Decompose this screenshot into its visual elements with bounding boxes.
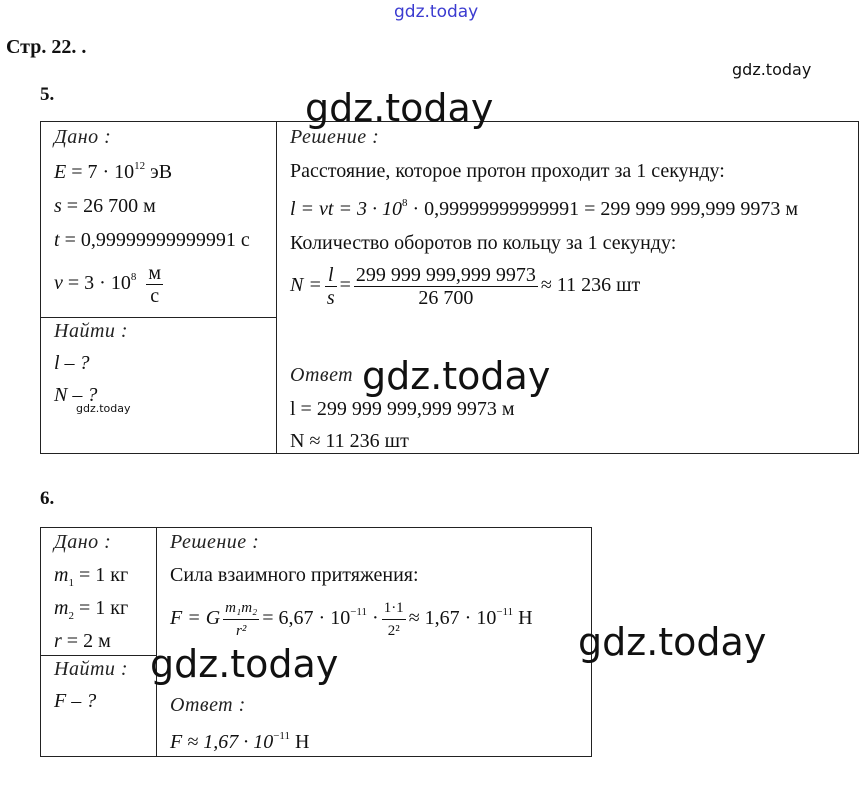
p6-answer-label: Ответ :	[170, 694, 246, 716]
p5-solution-text1: Расстояние, которое протон проходит за 1 секунду:	[290, 160, 725, 182]
watermark-p5-top: gdz.today	[305, 86, 494, 130]
p6-solution-label: Решение :	[170, 531, 260, 553]
p6-given-r: r = 2 м	[54, 630, 111, 652]
p5-find-l: l – ?	[54, 352, 90, 374]
watermark-top: gdz.today	[394, 2, 479, 22]
p5-given-label: Дано :	[54, 126, 112, 148]
p5-find-N: N – ?	[54, 384, 98, 406]
watermark-p6-left: gdz.today	[150, 642, 339, 686]
p5-solution-eq2: N = $\frac{l}{s}$ = $\frac{299 999 999,999 9973}{26 700}$ ≈ 11 236 шт	[290, 264, 641, 309]
problem-5-number: 5.	[40, 84, 55, 105]
watermark-corner: gdz.today	[732, 60, 812, 79]
p6-solution-eq: F = G $\frac{\text{m₁m₂}}{\text{r²}}$ = $6,67 \cdot 10^{-11}$ · $\frac{1\cdot 1}{\text{2²}}$ ≈ $1,67 \cdot 10^{-11}$ Н	[170, 597, 533, 642]
p6-given-m2: $m_2 = 1$ кг	[54, 597, 129, 622]
p6-find-F: F – ?	[54, 690, 97, 712]
p6-given-label: Дано :	[54, 531, 112, 553]
p5-solution-label: Решение :	[290, 126, 380, 148]
p5-given-s: s = 26 700 м	[54, 195, 156, 217]
watermark-small: gdz.today	[76, 402, 131, 415]
problem-6-number: 6.	[40, 488, 55, 509]
p6-given-m1: $m_1 = 1$ кг	[54, 564, 129, 589]
p5-answer-N: N ≈ 11 236 шт	[290, 430, 409, 452]
p5-given-t: t = 0,99999999999991 с	[54, 229, 250, 251]
p6-solution-text1: Сила взаимного притяжения:	[170, 564, 419, 586]
p6-find-label: Найти :	[54, 658, 129, 680]
watermark-p6-right: gdz.today	[578, 620, 767, 664]
p5-answer-label: Ответ	[290, 364, 354, 386]
p5-given-E: $E = 7 \cdot 10^{12}$ эВ	[54, 160, 173, 183]
p5-solution-text2: Количество оборотов по кольцу за 1 секунду:	[290, 232, 677, 254]
p5-given-v: $v = 3 \cdot 10^8$ $\frac{м}{с}$	[54, 262, 161, 307]
watermark-p5-mid: gdz.today	[362, 354, 551, 398]
p6-answer-F: $F \approx 1,67 \cdot 10^{-11}$ Н	[170, 730, 310, 753]
p5-answer-l: l = 299 999 999,999 9973 м	[290, 398, 515, 420]
p5-solution-eq1: l = vt = $3 \cdot 10^8 \cdot 0,99999999999991 = 299$ 999 999,999 9973 м	[290, 197, 799, 220]
page-title: Стр. 22. .	[6, 36, 87, 58]
p5-find-label: Найти :	[54, 320, 129, 342]
